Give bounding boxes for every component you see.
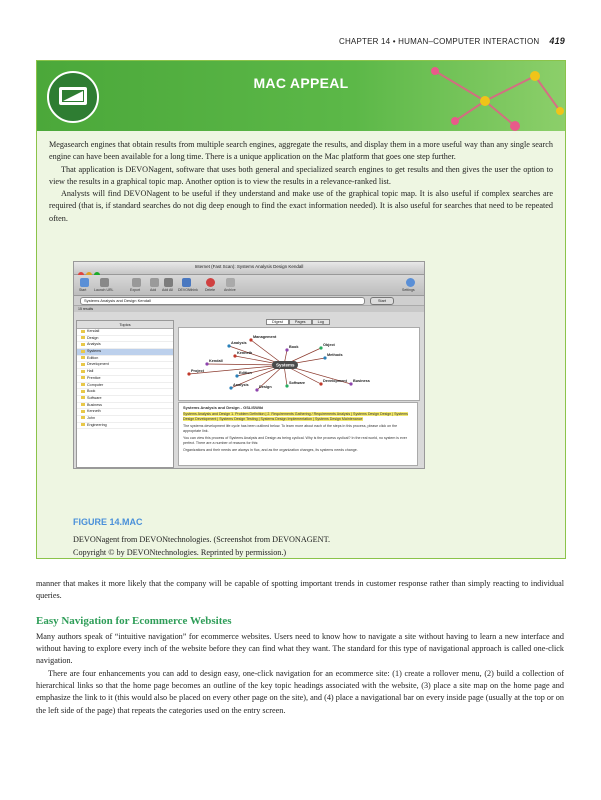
- window-titlebar: [74, 262, 424, 275]
- topic-item[interactable]: John: [77, 416, 173, 423]
- toolbar-label: Start: [79, 288, 87, 292]
- start-icon: [80, 278, 89, 287]
- map-node-label: Project: [191, 369, 204, 373]
- toolbar-label: Archive: [224, 288, 236, 292]
- map-node-label: Systems: [276, 362, 295, 368]
- view-tabs: [178, 319, 418, 325]
- topic-item[interactable]: Prentice: [77, 376, 173, 383]
- map-node-label: Analysis: [233, 383, 249, 387]
- app-toolbar: [74, 275, 424, 296]
- topic-item[interactable]: Software: [77, 396, 173, 403]
- tab-pages[interactable]: Pages: [289, 319, 312, 325]
- window-title: Internet (Fast Scan): Systems Analysis Design Kendall: [194, 264, 304, 269]
- start-button[interactable]: Start: [370, 297, 394, 305]
- running-header: [339, 36, 565, 46]
- topic-item[interactable]: Kendall: [77, 329, 173, 336]
- map-node-label: Kenneth: [237, 351, 253, 355]
- box-text: [49, 139, 553, 225]
- map-node-label: Book: [289, 345, 299, 349]
- reader-paragraph: [183, 412, 413, 422]
- box-paragraph: That application is DEVONagent, software that uses both general and specialized search engines to get results and then gives the user the option to view the results in a graphical topic map. Another option is to view the results in a relevance-ranked list.: [49, 164, 553, 186]
- map-node-label: Design: [259, 385, 272, 389]
- reader-paragraph-text: Systems Analysis and Design 1. Problem Definition | 2. Requirements Gathering / Requirements Analysis | Systems Design Design | Systems Design Development | Systems Design Testing | Systems Design Implementation | Systems Design Maintenance: [183, 412, 408, 421]
- toolbar-label: Add: [150, 288, 157, 292]
- map-node-label: Development: [323, 379, 347, 383]
- reader-paragraph: The systems development life cycle has been outlined below. To learn more about each of the steps in this process, please click on the appropriate link.: [183, 424, 398, 433]
- toolbar-label: Settings: [402, 288, 415, 292]
- results-count: 15 results: [78, 307, 94, 311]
- map-node-label: Methods: [327, 353, 343, 357]
- topic-item[interactable]: Edition: [77, 356, 173, 363]
- page-number: 419: [549, 36, 565, 46]
- tab-digest[interactable]: Digest: [266, 319, 289, 325]
- box-title: MAC APPEAL: [253, 75, 349, 91]
- figure-label: FIGURE 14.MAC: [73, 517, 143, 527]
- figure-caption: [73, 517, 553, 559]
- launch-url-icon: [100, 278, 109, 287]
- body-paragraph: Many authors speak of “intuitive navigation” for ecommerce websites. Users need to know how to navigate a site without having to learn a new interface and without having to explore every inch of the website before they can find what they want. The standard for this type of navigational approach is called one-click navigation.: [36, 631, 564, 666]
- map-node-label: Business: [353, 379, 370, 383]
- topic-item[interactable]: Systems: [77, 349, 173, 356]
- topic-item[interactable]: Book: [77, 389, 173, 396]
- map-node-label: Kendall: [209, 359, 223, 363]
- topic-item[interactable]: Engineering: [77, 423, 173, 430]
- devonagent-screenshot: [73, 261, 425, 469]
- toolbar-label: Launch URL: [94, 288, 114, 292]
- network-graphic: [415, 61, 565, 131]
- body-paragraph: manner that makes it more likely that the company will be capable of spotting important trends in customer response rather than simply reacting to individual queries.: [36, 579, 564, 601]
- topics-list: [76, 320, 174, 468]
- reader-paragraph: You can view this process of Systems Analysis and Design as being cyclical. Why is the process cyclical? In the real world, no system is ever perfect. There are a number of reasons for this:: [183, 436, 407, 445]
- reader-title: Systems Analysis and Design - GSLISWiki: [183, 405, 264, 410]
- delete-icon: [206, 278, 215, 287]
- toolbar-label: Delete: [205, 288, 216, 292]
- banner: [37, 61, 565, 131]
- devonthink-icon: [182, 278, 191, 287]
- map-node-label: Management: [253, 335, 277, 339]
- status-strip: [74, 306, 424, 312]
- reader-pane: [178, 402, 418, 466]
- toolbar-label: Export: [130, 288, 141, 292]
- topic-item[interactable]: Kenneth: [77, 409, 173, 416]
- search-bar: [74, 296, 424, 306]
- reader-paragraph: Organizations and their needs are always in flux, and as the organization changes, its systems needs change.: [183, 448, 358, 452]
- export-icon: [132, 278, 141, 287]
- topic-map: [178, 327, 420, 401]
- topic-item[interactable]: Development: [77, 362, 173, 369]
- box-paragraph: Analysts will find DEVONagent to be useful if they understand and make use of the graphical topic map. It is also useful if complex searches are required (that is, if standard searches do not dig deep enough to find the exact information needed). It is also useful for searches that need to be repeated often.: [49, 189, 553, 223]
- caption-line: Copyright © by DEVONtechnologies. Reprinted by permission.): [73, 548, 287, 557]
- toolbar-label: DEVONthink: [178, 288, 198, 292]
- add-all-icon: [164, 278, 173, 287]
- toolbar-label: Add All: [162, 288, 173, 292]
- body-paragraph: There are four enhancements you can add to design easy, one-click navigation for an ecommerce site: (1) create a rollover menu, (2) build a collection of hierarchical links so that the home page becomes an outline of the key topic headings associated with the website, (3) place a site map on the home page and emphasize the link to it (this would also be placed on every other page on the site), and (4) place a navigational bar on every inside page (usually at the top or on the left side of the page) that repeats the categories used on the entry screen.: [36, 668, 564, 715]
- topic-item[interactable]: Analysis: [77, 342, 173, 349]
- caption-line: DEVONagent from DEVONtechnologies. (Screenshot from DEVONAGENT.: [73, 535, 331, 544]
- topics-header: Topics: [77, 321, 173, 329]
- archive-icon: [226, 278, 235, 287]
- chapter-title: CHAPTER 14 • HUMAN–COMPUTER INTERACTION: [338, 37, 540, 46]
- section-heading: Easy Navigation for Ecommerce Websites: [36, 614, 232, 627]
- topic-item[interactable]: Design: [77, 336, 173, 343]
- topic-item[interactable]: Computer: [77, 383, 173, 390]
- add-icon: [150, 278, 159, 287]
- tab-log[interactable]: Log: [312, 319, 330, 325]
- map-node-label: Object: [323, 343, 335, 347]
- topic-item[interactable]: Hall: [77, 369, 173, 376]
- topic-item[interactable]: Business: [77, 403, 173, 410]
- map-node-label: Analysis: [231, 341, 247, 345]
- map-node-label: Edition: [239, 371, 252, 375]
- body-text: [36, 578, 564, 717]
- mac-appeal-box: [36, 60, 566, 559]
- topic-map-graph: [179, 328, 419, 400]
- search-input[interactable]: Systems Analysis and Design Kendall: [80, 297, 365, 305]
- settings-icon: [406, 278, 415, 287]
- map-node-label: Software: [289, 381, 306, 385]
- box-paragraph: Megasearch engines that obtain results from multiple search engines, aggregate the results, and display them in a more useful way than any single search engine can have been available for a long time. There is a unique application on the Mac platform that goes one step further.: [49, 140, 553, 162]
